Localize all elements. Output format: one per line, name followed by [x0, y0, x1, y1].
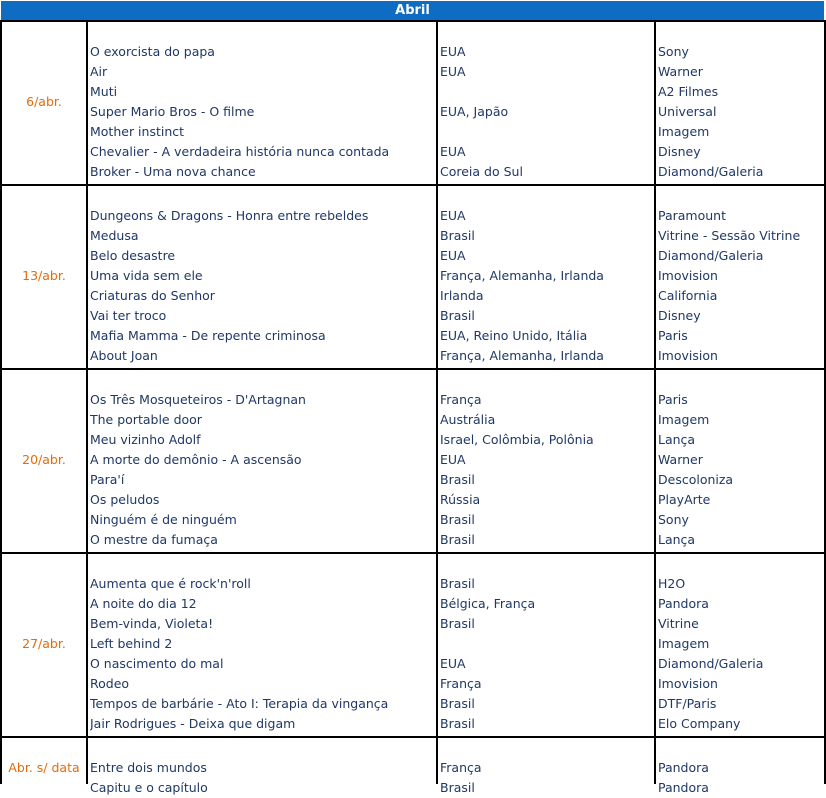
distributor-cell: Elo Company [658, 716, 741, 731]
distributor-cell: Warner [658, 64, 703, 79]
distributor-cell: PlayArte [658, 492, 711, 507]
country-cell: EUA [440, 64, 466, 79]
distributor-cell: Disney [658, 144, 701, 159]
distributor-cell: Diamond/Galeria [658, 656, 764, 671]
column-border [654, 20, 656, 784]
film-title-cell[interactable]: Belo desastre [90, 248, 176, 263]
film-title-cell[interactable]: Dungeons & Dragons - Honra entre rebeldes [90, 208, 369, 223]
distributor-cell: Pandora [658, 780, 709, 795]
country-cell: Rússia [440, 492, 481, 507]
country-cell: Irlanda [440, 288, 484, 303]
country-cell: Brasil [440, 616, 475, 631]
country-cell: Brasil [440, 780, 475, 795]
release-date-cell: 13/abr. [22, 268, 66, 283]
country-cell: EUA [440, 452, 466, 467]
film-title-cell[interactable]: Broker - Uma nova chance [90, 164, 256, 179]
film-title-cell[interactable]: Air [90, 64, 108, 79]
film-title-cell[interactable]: Entre dois mundos [90, 760, 207, 775]
distributor-cell: Warner [658, 452, 703, 467]
distributor-cell: Paris [658, 392, 688, 407]
film-title-cell[interactable]: Aumenta que é rock'n'roll [90, 576, 251, 591]
distributor-cell: Paris [658, 328, 688, 343]
film-title-cell[interactable]: O nascimento do mal [90, 656, 224, 671]
country-cell: EUA [440, 656, 466, 671]
film-title-cell[interactable]: O mestre da fumaça [90, 532, 218, 547]
country-cell: Brasil [440, 696, 475, 711]
release-date-cell: 27/abr. [22, 636, 66, 651]
column-border [0, 20, 2, 784]
film-title-cell[interactable]: Os Três Mosqueteiros - D'Artagnan [90, 392, 306, 407]
film-title-cell[interactable]: Tempos de barbárie - Ato I: Terapia da vingança [90, 696, 389, 711]
column-border [86, 20, 88, 784]
distributor-cell: Diamond/Galeria [658, 248, 764, 263]
country-cell: Austrália [440, 412, 496, 427]
group-border [0, 368, 826, 370]
film-title-cell[interactable]: Capitu e o capítulo [90, 780, 208, 795]
country-cell: França, Alemanha, Irlanda [440, 268, 604, 283]
distributor-cell: Universal [658, 104, 717, 119]
distributor-cell: Descoloniza [658, 472, 734, 487]
distributor-cell: Imagem [658, 124, 710, 139]
country-cell: França [440, 392, 482, 407]
distributor-cell: Imovision [658, 268, 718, 283]
film-title-cell[interactable]: Mafia Mamma - De repente criminosa [90, 328, 326, 343]
country-cell: Coreia do Sul [440, 164, 523, 179]
country-cell: Brasil [440, 532, 475, 547]
film-title-cell[interactable]: The portable door [90, 412, 202, 427]
film-title-cell[interactable]: Super Mario Bros - O filme [90, 104, 255, 119]
country-cell: França [440, 676, 482, 691]
release-date-cell: 20/abr. [22, 452, 66, 467]
distributor-cell: Imovision [658, 348, 718, 363]
film-title-cell[interactable]: Chevalier - A verdadeira história nunca contada [90, 144, 390, 159]
country-cell: Brasil [440, 228, 475, 243]
film-title-cell[interactable]: About Joan [90, 348, 158, 363]
country-cell: França [440, 760, 482, 775]
month-header: Abril [1, 1, 824, 20]
country-cell: Israel, Colômbia, Polônia [440, 432, 594, 447]
distributor-cell: DTF/Paris [658, 696, 717, 711]
distributor-cell: Lança [658, 432, 696, 447]
country-cell: Brasil [440, 576, 475, 591]
country-cell: Bélgica, França [440, 596, 536, 611]
country-cell: Brasil [440, 716, 475, 731]
release-date-cell: 6/abr. [26, 94, 62, 109]
country-cell: Brasil [440, 512, 475, 527]
country-cell: EUA [440, 248, 466, 263]
film-title-cell[interactable]: Uma vida sem ele [90, 268, 203, 283]
release-date-cell: Abr. s/ data [8, 760, 80, 775]
country-cell: EUA [440, 208, 466, 223]
distributor-cell: Diamond/Galeria [658, 164, 764, 179]
country-cell: Brasil [440, 472, 475, 487]
distributor-cell: Lança [658, 532, 696, 547]
film-title-cell[interactable]: Para'í [90, 472, 125, 487]
film-title-cell[interactable]: Jair Rodrigues - Deixa que digam [90, 716, 296, 731]
group-border [0, 20, 826, 22]
distributor-cell: Imagem [658, 412, 710, 427]
distributor-cell: Disney [658, 308, 701, 323]
country-cell: Brasil [440, 308, 475, 323]
film-title-cell[interactable]: Mother instinct [90, 124, 185, 139]
distributor-cell: Vitrine [658, 616, 699, 631]
distributor-cell: A2 Filmes [658, 84, 719, 99]
distributor-cell: Pandora [658, 760, 709, 775]
film-title-cell[interactable]: Rodeo [90, 676, 130, 691]
group-border [0, 552, 826, 554]
country-cell: EUA [440, 144, 466, 159]
film-title-cell[interactable]: Ninguém é de ninguém [90, 512, 237, 527]
distributor-cell: Paramount [658, 208, 727, 223]
distributor-cell: Imagem [658, 636, 710, 651]
film-title-cell[interactable]: Meu vizinho Adolf [90, 432, 201, 447]
film-title-cell[interactable]: Muti [90, 84, 118, 99]
film-title-cell[interactable]: O exorcista do papa [90, 44, 215, 59]
group-border [0, 184, 826, 186]
distributor-cell: Vitrine - Sessão Vitrine [658, 228, 801, 243]
film-title-cell[interactable]: Os peludos [90, 492, 160, 507]
group-border [0, 736, 826, 738]
film-title-cell[interactable]: Medusa [90, 228, 139, 243]
distributor-cell: Imovision [658, 676, 718, 691]
distributor-cell: Sony [658, 44, 689, 59]
film-title-cell[interactable]: Criaturas do Senhor [90, 288, 215, 303]
country-cell: EUA, Reino Unido, Itália [440, 328, 588, 343]
film-title-cell[interactable]: Bem-vinda, Violeta! [90, 616, 214, 631]
film-title-cell[interactable]: Left behind 2 [90, 636, 173, 651]
film-title-cell[interactable]: A morte do demônio - A ascensão [90, 452, 302, 467]
column-border [436, 20, 438, 784]
distributor-cell: Pandora [658, 596, 709, 611]
distributor-cell: California [658, 288, 718, 303]
country-cell: EUA [440, 44, 466, 59]
distributor-cell: Sony [658, 512, 689, 527]
film-title-cell[interactable]: Vai ter troco [90, 308, 167, 323]
film-title-cell[interactable]: A noite do dia 12 [90, 596, 197, 611]
country-cell: França, Alemanha, Irlanda [440, 348, 604, 363]
country-cell: EUA, Japão [440, 104, 509, 119]
distributor-cell: H2O [658, 576, 686, 591]
